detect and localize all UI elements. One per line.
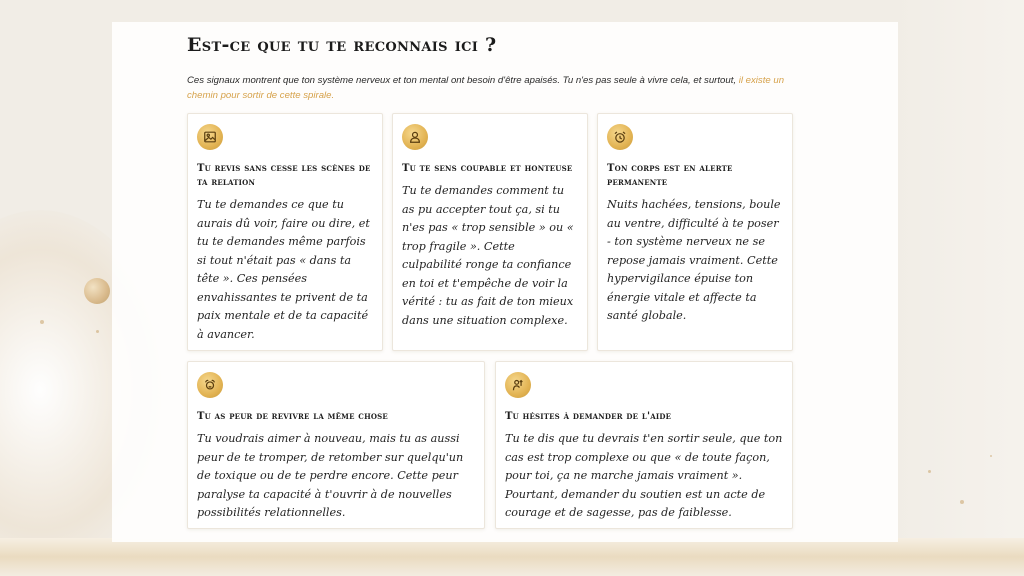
intro-highlight: il existe un chemin pour sortir de cette spirale: [187, 75, 785, 101]
intro-paragraph: [187, 73, 787, 103]
section-heading: Est-ce que tu te reconnais ici ?: [187, 34, 497, 56]
card-title: Ton corps est en alerte permanente: [607, 163, 733, 188]
gold-speck: [960, 500, 964, 504]
symptom-card-5: [495, 361, 793, 529]
card-title: Tu revis sans cesse les scènes de ta relation: [197, 163, 371, 188]
symptom-card-4: [187, 361, 485, 529]
card-body: Tu te dis que tu devrais t'en sortir seule, que ton cas est trop complexe ou que « de toute façon, pour toi, ça ne marche jamais vraiment ». Pourtant, demander du soutien est un acte de courage et de sagesse, pas de faiblesse.: [505, 432, 783, 519]
gold-speck: [40, 320, 44, 324]
card-title: Tu te sens coupable et honteuse: [402, 163, 573, 174]
symptom-card-3: [597, 113, 793, 351]
gold-bead-decoration: [84, 278, 110, 304]
card-body: Tu voudrais aimer à nouveau, mais tu as aussi peur de te tromper, de retomber sur quelqu'un de toxique ou de te perdre encore. Cette peur paralyse ta capacité à t'ouvrir à de nouvelles possibilités relationnelles.: [197, 432, 464, 519]
person-raising-hand-icon: [505, 372, 531, 398]
intro-end: .: [331, 90, 335, 101]
card-title: Tu as peur de revivre la même chose: [197, 411, 388, 422]
gold-speck: [928, 470, 931, 473]
card-body: Tu te demandes comment tu as pu accepter tout ça, si tu n'es pas « trop sensible » ou « trop fragile ». Cette culpabilité ronge ta confiance en toi et t'empêche de voir la vérité : tu as fait de ton mieux dans une situation complexe.: [402, 184, 574, 327]
gold-speck: [990, 455, 992, 457]
picture-frame-icon: [197, 124, 223, 150]
person-icon: [402, 124, 428, 150]
symptom-card-1: [187, 113, 383, 351]
intro-text: Ces signaux montrent que ton système nerveux et ton mental ont besoin d'être apaisés. Tu n'es pas seule à vivre cela, et surtout,: [187, 75, 739, 86]
card-title: Tu hésites à demander de l'aide: [505, 411, 672, 422]
background-bottom-band: [0, 538, 1024, 576]
card-body: Tu te demandes ce que tu aurais dû voir, faire ou dire, et tu te demandes même parfois si tout n'était pas « dans ta tête ». Ces pensées envahissantes te privent de ta paix mentale et de ta capacité à avancer.: [197, 198, 370, 341]
worried-head-icon: [197, 372, 223, 398]
background-glow-right: [894, 0, 1024, 576]
alarm-clock-icon: [607, 124, 633, 150]
card-body: Nuits hachées, tensions, boule au ventre, difficulté à te poser - ton système nerveux ne se repose jamais vraiment. Cette hypervigilance épuise ton énergie vitale et affecte ta santé globale.: [607, 198, 781, 322]
gold-speck: [96, 330, 99, 333]
symptom-card-2: [392, 113, 588, 351]
